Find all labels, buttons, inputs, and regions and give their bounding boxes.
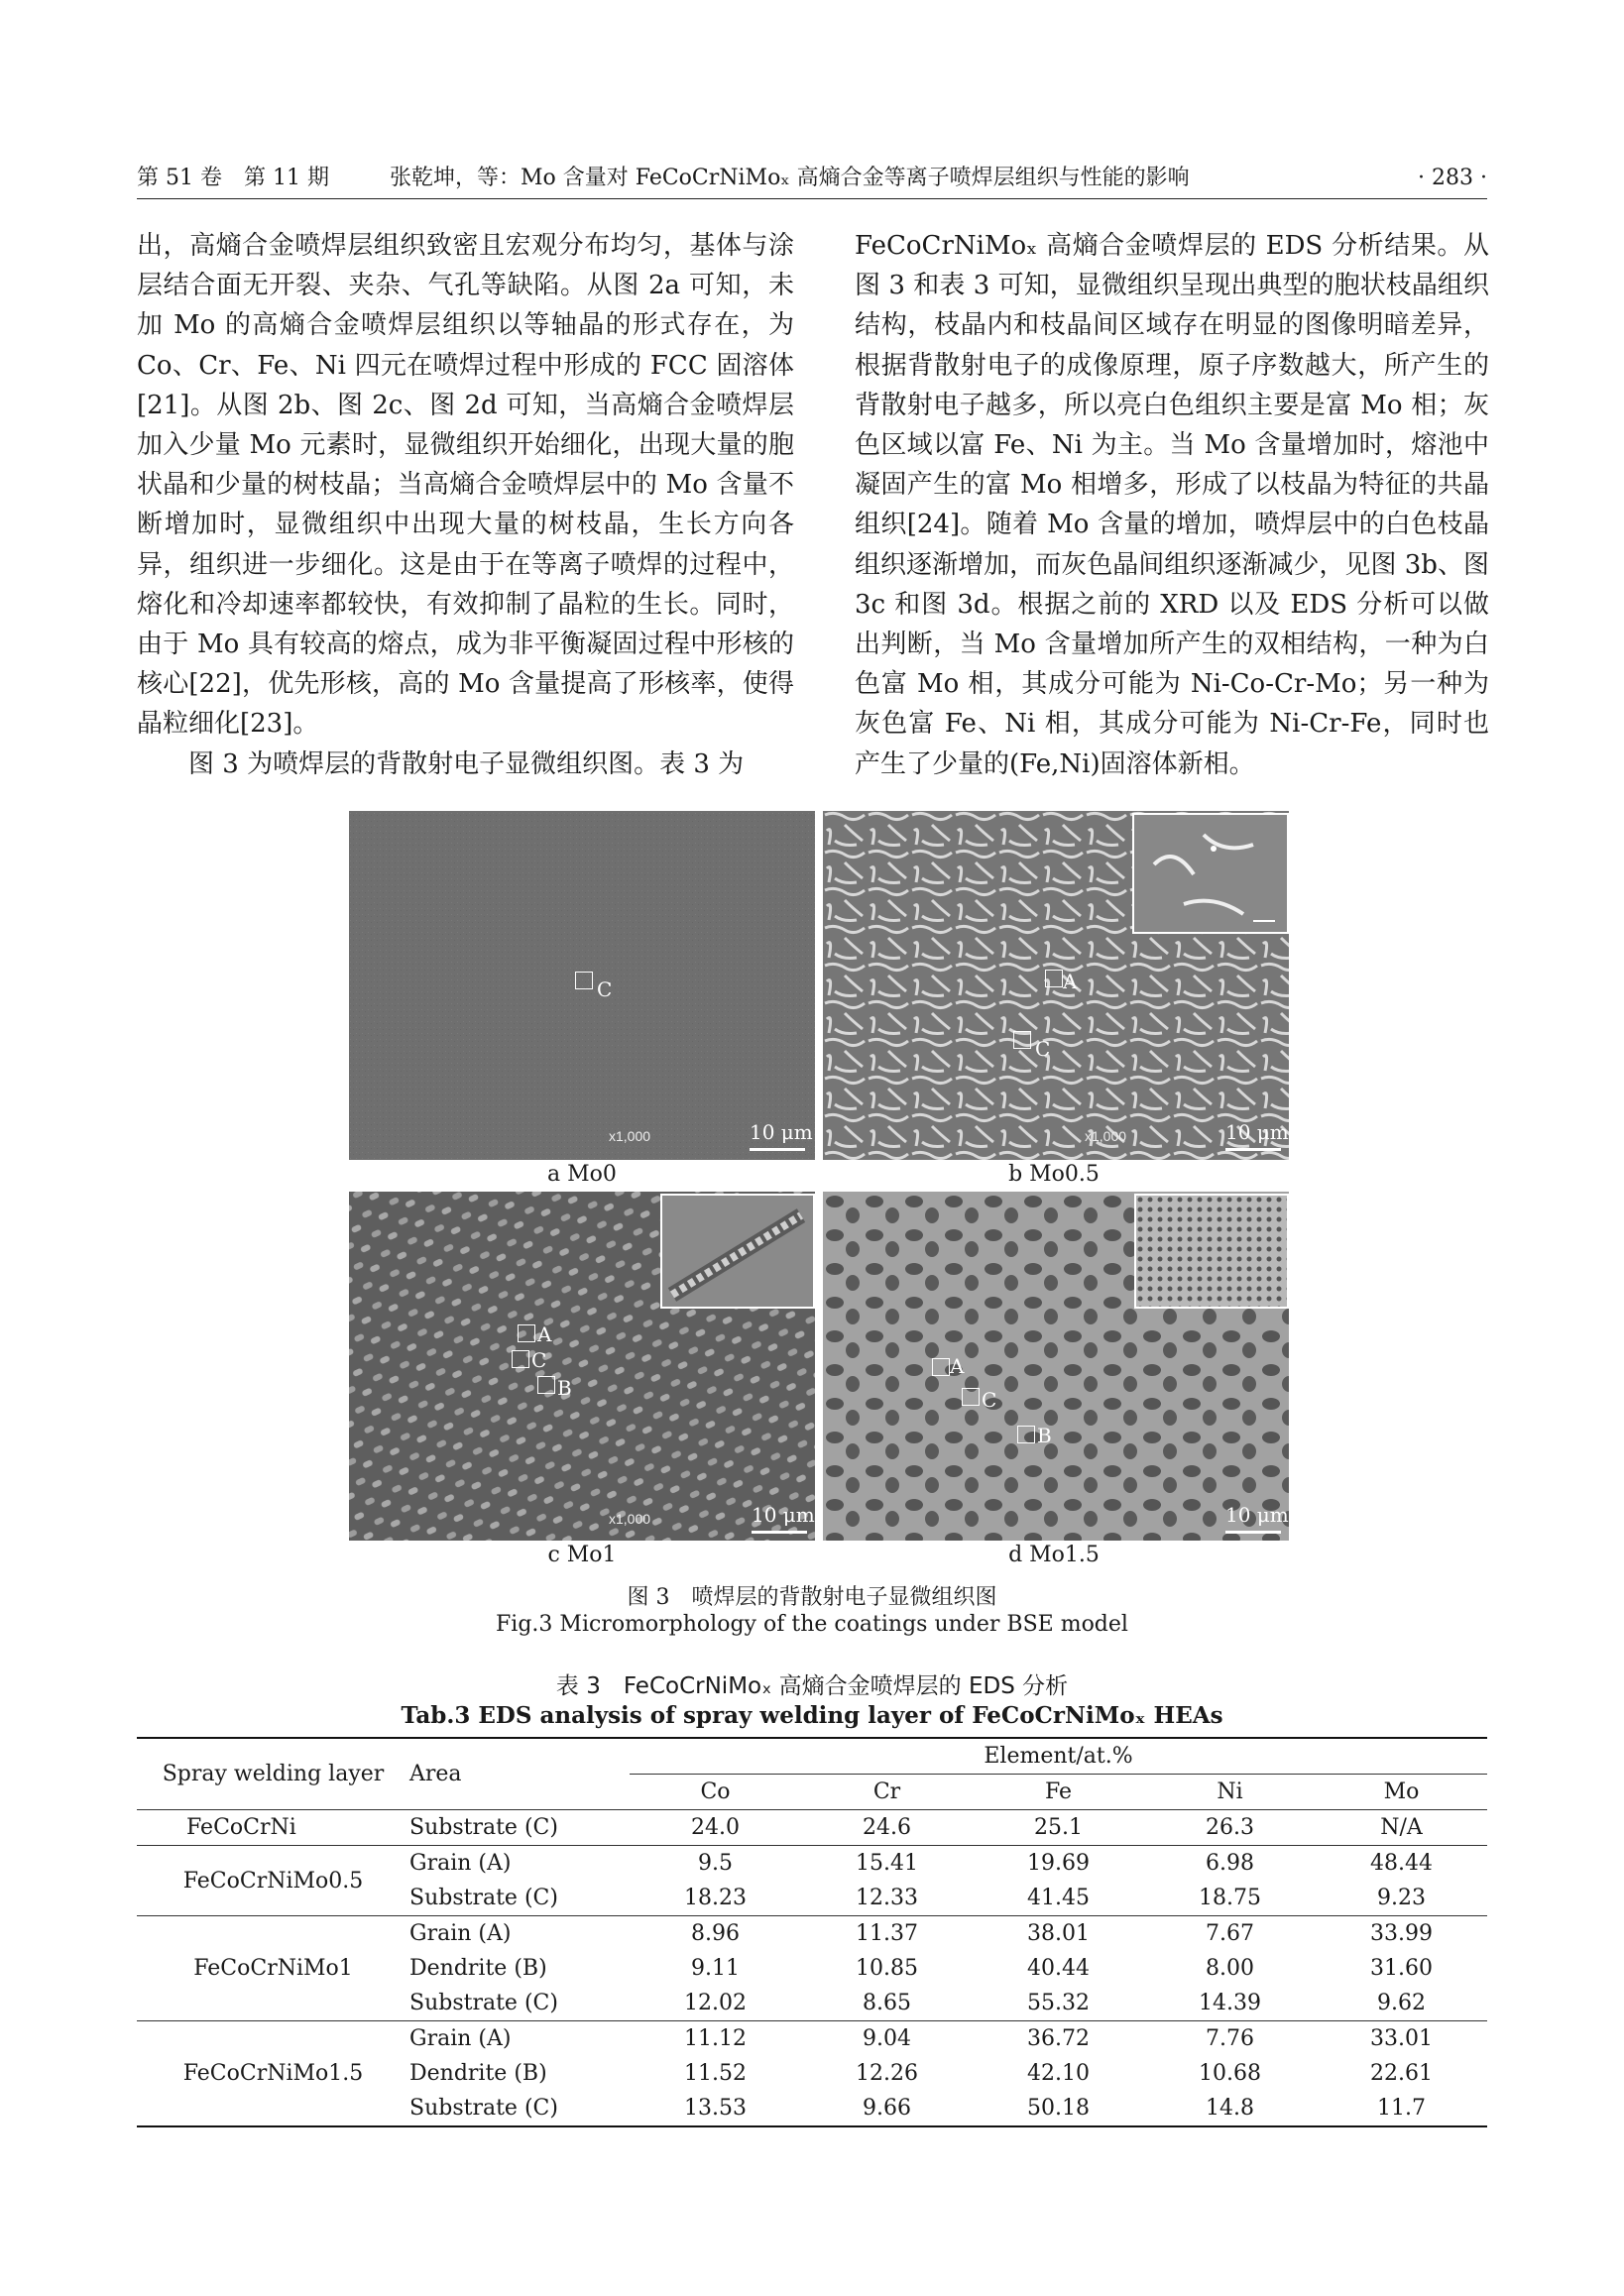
panel-caption-a: a Mo0 — [547, 1162, 617, 1187]
micrograph-c — [349, 1192, 815, 1541]
value-cell: 11.52 — [684, 2061, 747, 2086]
value-cell: 6.98 — [1206, 1851, 1254, 1876]
region-box-a — [1045, 970, 1063, 987]
journal-volume: 第 51 卷 第 11 期 — [137, 166, 329, 190]
value-cell: 12.02 — [684, 1991, 747, 2015]
value-cell: 36.72 — [1027, 2026, 1090, 2051]
area-cell: Grain (A) — [409, 2026, 512, 2051]
region-label-b: B — [557, 1376, 572, 1400]
value-cell: 8.00 — [1206, 1956, 1254, 1981]
panel-caption-c: c Mo1 — [547, 1543, 617, 1567]
value-cell: 48.44 — [1370, 1851, 1433, 1876]
value-cell: 9.23 — [1377, 1886, 1426, 1910]
region-box-c — [962, 1388, 980, 1406]
value-cell: 18.75 — [1199, 1886, 1261, 1910]
value-cell: 13.53 — [684, 2096, 747, 2121]
value-cell: 14.8 — [1206, 2096, 1254, 2121]
header-col-cr: Cr — [872, 1779, 901, 1804]
header-rule — [137, 198, 1487, 199]
region-box-b — [1017, 1426, 1035, 1443]
value-cell: 11.12 — [684, 2026, 747, 2051]
region-box-b — [537, 1376, 555, 1394]
value-cell: 10.68 — [1199, 2061, 1261, 2086]
micrograph-d — [823, 1192, 1289, 1541]
area-cell: Dendrite (B) — [409, 2061, 547, 2086]
running-header — [137, 159, 1487, 198]
value-cell: 31.60 — [1370, 1956, 1433, 1981]
region-label-c: C — [597, 977, 613, 1001]
left-column — [137, 226, 794, 784]
area-cell: Dendrite (B) — [409, 1956, 547, 1981]
value-cell: 18.23 — [684, 1886, 747, 1910]
value-cell: 38.01 — [1027, 1921, 1090, 1946]
scale-bar — [750, 1148, 805, 1151]
inset-b — [1132, 813, 1289, 934]
region-box-a — [932, 1358, 950, 1376]
region-label-a: A — [1063, 970, 1078, 993]
left-paragraph-2: 图 3 为喷焊层的背散射电子显微组织图。表 3 为 — [188, 748, 745, 779]
scale-bar — [752, 1531, 807, 1534]
panel-caption-b: b Mo0.5 — [1008, 1162, 1100, 1187]
table-row — [137, 1916, 1487, 1952]
value-cell: 50.18 — [1027, 2096, 1090, 2121]
table-caption-en: Tab.3 EDS analysis of spray welding layer of FeCoCrNiMoₓ HEAs — [401, 1702, 1223, 1729]
header-col-fe: Fe — [1044, 1779, 1073, 1804]
value-cell: 9.11 — [691, 1956, 740, 1981]
value-cell: 15.41 — [856, 1851, 918, 1876]
value-cell: 12.26 — [856, 2061, 918, 2086]
area-cell: Substrate (C) — [409, 2096, 558, 2121]
value-cell: 11.37 — [856, 1921, 918, 1946]
value-cell: 8.96 — [691, 1921, 740, 1946]
header-element: Element/at.% — [630, 1738, 1487, 1775]
inset-d — [1134, 1194, 1289, 1309]
value-cell: 19.69 — [1027, 1851, 1090, 1876]
value-cell: 25.1 — [1034, 1815, 1083, 1840]
scale-bar — [1225, 1148, 1281, 1151]
value-cell: 40.44 — [1027, 1956, 1090, 1981]
figure-caption-en: Fig.3 Micromorphology of the coatings under BSE model — [496, 1612, 1128, 1637]
value-cell: 8.65 — [863, 1991, 911, 2015]
region-label-b: B — [1037, 1424, 1052, 1447]
magnification-label: x1,000 — [609, 1128, 651, 1144]
layer-cell: FeCoCrNiMo1.5 — [182, 2061, 364, 2086]
table-caption-cn: 表 3 FeCoCrNiMoₓ 高熵合金喷焊层的 EDS 分析 — [555, 1673, 1069, 1699]
header-layer: Spray welding layer — [162, 1762, 385, 1786]
region-box-c — [575, 972, 593, 989]
header-col-mo: Mo — [1383, 1779, 1420, 1804]
value-cell: 42.10 — [1027, 2061, 1090, 2086]
scale-bar-label: 10 μm — [752, 1503, 815, 1527]
layer-cell: FeCoCrNi — [186, 1815, 296, 1840]
value-cell: 24.0 — [691, 1815, 740, 1840]
left-paragraph-1: 出，高熵合金喷焊层组织致密且宏观分布均匀，基体与涂层结合面无开裂、夹杂、气孔等缺陷。从图 2a 可知，未加 Mo 的高熵合金喷焊层组织以等轴晶的形式存在，为 Co、Cr、Fe、Ni 四元在喷焊过程中形成的 FCC 固溶体[21]。从图 2b、图 2c、图 2d 可知，当高熵合金喷焊层加入少量 Mo 元素时，显微组织开始细化，出现大量的胞状晶和少量的树枝晶；当高熵合金喷焊层中的 Mo 含量不断增加时，显微组织中出现大量的树枝晶，生长方向各异，组织进一步细化。这是由于在等离子喷焊的过程中，熔化和冷却速率都较快，有效抑制了晶粒的生长。同时，由于 Mo 具有较高的熔点，成为非平衡凝固过程中形核的核心[22]，优先形核，高的 Mo 含量提高了形核率，使得晶粒细化[23]。 — [137, 231, 794, 740]
region-label-a: A — [537, 1322, 552, 1346]
scale-bar-label: 10 μm — [1225, 1120, 1289, 1144]
region-label-c: C — [531, 1348, 547, 1372]
scale-bar-label: 10 μm — [750, 1120, 813, 1144]
table-row — [137, 2021, 1487, 2057]
value-cell: 9.5 — [698, 1851, 733, 1876]
value-cell: 33.99 — [1370, 1921, 1433, 1946]
panel-caption-d: d Mo1.5 — [1008, 1543, 1100, 1567]
value-cell: 24.6 — [863, 1815, 911, 1840]
value-cell: 41.45 — [1027, 1886, 1090, 1910]
region-label-c: C — [1035, 1037, 1051, 1061]
region-box-c — [512, 1350, 529, 1368]
value-cell: 9.04 — [863, 2026, 911, 2051]
micrograph-a — [349, 811, 815, 1160]
region-label-a: A — [950, 1354, 965, 1378]
right-column — [855, 226, 1489, 784]
value-cell: 9.62 — [1377, 1991, 1426, 2015]
magnification-label: x1,000 — [609, 1511, 651, 1527]
area-cell: Substrate (C) — [409, 1886, 558, 1910]
header-area: Area — [409, 1762, 462, 1786]
value-cell: 7.67 — [1206, 1921, 1254, 1946]
header-col-co: Co — [700, 1779, 731, 1804]
page-number: · 283 · — [1418, 166, 1487, 190]
scale-bar-label: 10 μm — [1225, 1503, 1289, 1527]
magnification-label: x1,000 — [1085, 1128, 1127, 1144]
value-cell: 10.85 — [856, 1956, 918, 1981]
table-row — [137, 1810, 1487, 1846]
micrograph-b — [823, 811, 1289, 1160]
value-cell: 33.01 — [1370, 2026, 1433, 2051]
right-paragraph-1: FeCoCrNiMoₓ 高熵合金喷焊层的 EDS 分析结果。从图 3 和表 3 可知，显微组织呈现出典型的胞状枝晶组织结构，枝晶内和枝晶间区域存在明显的图像明暗差异，根据背散射电子的成像原理，原子序数越大，所产生的背散射电子越多，所以亮白色组织主要是富 Mo 相；灰色区域以富 Fe、Ni 为主。当 Mo 含量增加时，熔池中凝固产生的富 Mo 相增多，形成了以枝晶为特征的共晶组织[24]。随着 Mo 含量的增加，喷焊层中的白色枝晶组织逐渐增加，而灰色晶间组织逐渐减少，见图 3b、图 3c 和图 3d。根据之前的 XRD 以及 EDS 分析可以做出判断，当 Mo 含量增加所产生的双相结构，一种为白色富 Mo 相，其成分可能为 Ni-Co-Cr-Mo；另一种为灰色富 Fe、Ni 相，其成分可能为 Ni-Cr-Fe，同时也产生了少量的(Fe,Ni)固溶体新相。 — [855, 231, 1489, 779]
layer-cell: FeCoCrNiMo1 — [193, 1956, 353, 1981]
layer-cell: FeCoCrNiMo0.5 — [182, 1868, 364, 1894]
region-box-c — [1013, 1031, 1031, 1049]
value-cell: 11.7 — [1377, 2096, 1426, 2121]
region-box-a — [518, 1324, 535, 1342]
value-cell: 14.39 — [1199, 1991, 1261, 2015]
region-label-c: C — [982, 1388, 997, 1412]
running-title: 张乾坤，等：Mo 含量对 FeCoCrNiMoₓ 高熵合金等离子喷焊层组织与性能的影响 — [390, 166, 1190, 190]
area-cell: Grain (A) — [409, 1921, 512, 1946]
value-cell: 7.76 — [1206, 2026, 1254, 2051]
header-col-ni: Ni — [1217, 1779, 1243, 1804]
value-cell: 22.61 — [1370, 2061, 1433, 2086]
area-cell: Substrate (C) — [409, 1991, 558, 2015]
value-cell: 12.33 — [856, 1886, 918, 1910]
figure-caption-cn: 图 3 喷焊层的背散射电子显微组织图 — [627, 1585, 997, 1610]
value-cell: 9.66 — [863, 2096, 911, 2121]
area-cell: Grain (A) — [409, 1851, 512, 1876]
inset-c — [660, 1194, 815, 1309]
area-cell: Substrate (C) — [409, 1815, 558, 1840]
value-cell: N/A — [1380, 1815, 1423, 1840]
scale-bar — [1225, 1531, 1281, 1534]
value-cell: 26.3 — [1206, 1815, 1254, 1840]
value-cell: 55.32 — [1027, 1991, 1090, 2015]
table-row — [137, 1846, 1487, 1882]
eds-table — [137, 1737, 1487, 2127]
